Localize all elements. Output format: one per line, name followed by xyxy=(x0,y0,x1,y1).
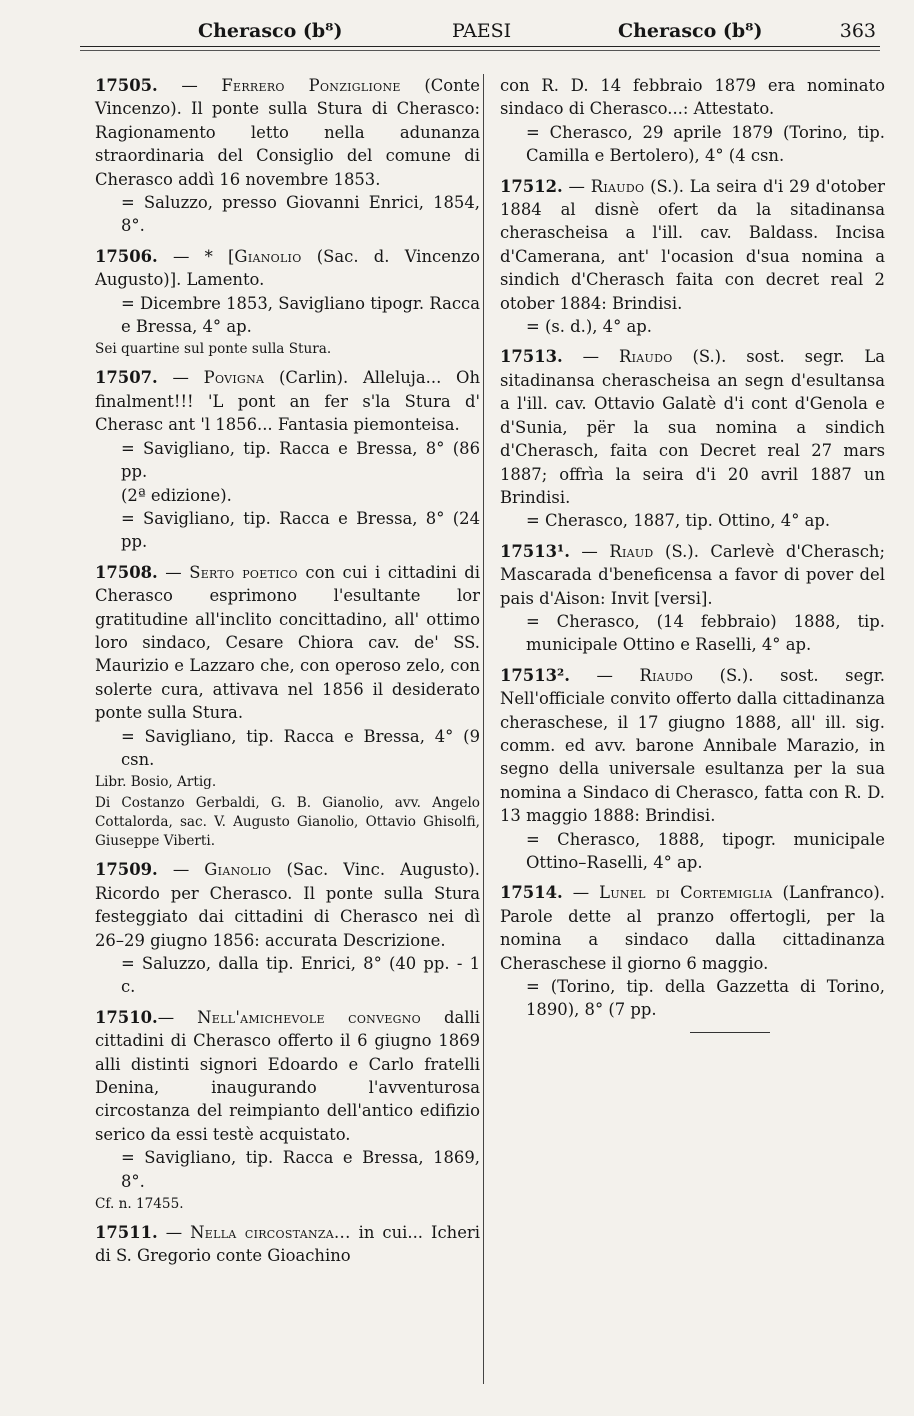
header-section-title: PAESI xyxy=(452,20,512,42)
entry-17511 xyxy=(95,1221,480,1268)
entry-title: (S.). Carlevè d'Cherasch; Mascarada d'beneficensa a favor di pover del pais d'Aison: Invit [versi]. xyxy=(500,541,885,608)
entry-17513-1 xyxy=(500,540,885,657)
entry-imprint: = Savigliano, tip. Racca e Bressa, 1869, 8°. xyxy=(121,1148,480,1191)
entry-title: (Sac. d. Vincenzo Augusto)]. Lamento. xyxy=(95,246,480,290)
entry-number: 17513². xyxy=(500,665,570,685)
entry-note: Libr. Bosio, Artig. xyxy=(95,774,217,791)
entry-number: 17512. xyxy=(500,176,563,196)
entry-edition: (2ª edizione). xyxy=(121,485,232,505)
entry-note: Di Costanzo Gerbaldi, G. B. Gianolio, avv. Angelo Cottalorda, sac. V. Augusto Gianolio, Ottavio Ghisolfi, Giuseppe Viberti. xyxy=(95,795,480,850)
entry-author: Nella circostanza... xyxy=(190,1223,351,1243)
section-end-rule xyxy=(690,1032,770,1033)
entry-continuation xyxy=(500,74,885,168)
entry-text xyxy=(95,74,480,191)
header-left-title: Cherasco (b⁸) xyxy=(198,20,343,42)
entry-dash: — xyxy=(572,883,590,903)
entry-17513-2 xyxy=(500,664,885,875)
entry-imprint: = Savigliano, tip. Racca e Bressa, 8° (86 pp. xyxy=(121,438,480,482)
entry-title: (Lanfranco). Parole dette al pranzo offertogli, per la nomina a sindaco dalla cittadinanza Cheraschese il giorno 6 maggio. xyxy=(500,883,885,973)
entry-imprint: = Dicembre 1853, Savigliano tipogr. Racca e Bressa, 4° ap. xyxy=(121,293,480,337)
entry-text xyxy=(95,561,480,725)
running-header xyxy=(80,14,880,48)
entry-17508 xyxy=(95,561,480,852)
entry-author: Nell'amichevole convegno xyxy=(197,1007,421,1027)
entry-author: Gianolio xyxy=(204,860,272,880)
entry-imprint: = Cherasco, 29 aprile 1879 (Torino, tip. Camilla e Bertolero), 4° (4 csn. xyxy=(526,122,885,166)
entry-17506 xyxy=(95,245,480,360)
entry-text: con R. D. 14 febbraio 1879 era nominato sindaco di Cherasco...: Attestato. xyxy=(500,76,885,119)
right-column xyxy=(500,74,885,1033)
entry-imprint: = Saluzzo, presso Giovanni Enrici, 1854, 8°. xyxy=(121,193,480,236)
entry-title: dalli cittadini di Cherasco offerto il 6 giugno 1869 alli distinti signori Edoardo e Carlo fratelli Denina, inaugurando l'avventurosa circostanza del reimpianto dell'antico edifizio serico da essi testè acquistato. xyxy=(95,1007,481,1144)
entry-number: 17513. xyxy=(500,347,563,367)
entry-author: Riaudo xyxy=(590,176,645,196)
left-column xyxy=(95,74,480,1275)
entry-dash: — xyxy=(596,665,613,685)
entry-imprint: = (s. d.), 4° ap. xyxy=(526,317,652,337)
entry-dash: — xyxy=(581,541,598,561)
entry-imprint: = Savigliano, tip. Racca e Bressa, 8° (24 pp. xyxy=(121,508,480,552)
entry-number: 17507. xyxy=(95,368,158,388)
entry-author: Povigna xyxy=(203,368,265,388)
entry-title: (Conte Vincenzo). Il ponte sulla Stura di Cherasco: Ragionamento letto nella adunanza straordinaria del Consiglio del comune di Cherasco addì 16 novembre 1853. xyxy=(95,76,480,189)
entry-text xyxy=(500,664,885,828)
entry-author: Riaud xyxy=(609,541,654,561)
entry-text xyxy=(95,1006,480,1146)
page-number: 363 xyxy=(839,20,876,42)
entry-text xyxy=(500,345,885,509)
entry-note: Cf. n. 17455. xyxy=(95,1196,184,1213)
entry-author: Serto poetico xyxy=(189,562,298,582)
entry-17509 xyxy=(95,858,480,998)
entry-number: 17510. xyxy=(95,1007,158,1027)
entry-17514 xyxy=(500,881,885,1021)
entry-title: (S.). sost. segr. La sitadinansa cherascheisa an segn d'esultansa a l'ill. cav. Ottavio Galatè d'i cont d'Genola e d'Sunia, për la sua nomina a sindich d'Cherasch, faita con Decret real 27 mars 1887; offrìa la seira d'i 20 avril 1887 un Brindisi. xyxy=(500,347,886,507)
entry-dash: — xyxy=(568,176,585,196)
entry-17510 xyxy=(95,1006,480,1214)
entry-dash: — * [ xyxy=(172,246,235,266)
header-rule-thin xyxy=(80,50,880,51)
entry-17507 xyxy=(95,366,480,553)
entry-text xyxy=(95,1221,480,1268)
entry-imprint: = Cherasco, 1888, tipogr. municipale Ottino–Raselli, 4° ap. xyxy=(526,829,885,872)
entry-number: 17508. xyxy=(95,562,158,582)
entry-dash: — xyxy=(165,1223,183,1243)
entry-imprint: = Saluzzo, dalla tip. Enrici, 8° (40 pp. - 1 c. xyxy=(121,954,480,997)
entry-text xyxy=(95,858,480,952)
header-rule xyxy=(80,46,880,47)
entry-dash: — xyxy=(582,347,600,367)
entry-title: con cui i cittadini di Cherasco esprimono l'esultante lor gratitudine all'inclito concittadino, all' ottimo loro sindaco, Cesare Chiora cav. de' SS. Maurizio e Lazzaro che, con operoso zelo, con solerte cura, attivava nel 1856 il desiderato ponte sulla Stura. xyxy=(95,562,480,723)
entry-title: (Carlin). Alleluja... Oh finalment!!! 'L pont an fer s'la Stura d' Cherasc ant 'l 1856... Fantasia piemonteisa. xyxy=(95,368,481,435)
entry-dash: — xyxy=(172,860,190,880)
entry-title: (S.). La seira d'i 29 d'otober 1884 al disnè ofert da la sitadinansa cherascheisa a l'ill. cav. Baldass. Incisa d'Camerana, ant' l'ocasion d'sua nomina a sindich d'Cherasch faita con decret real 2 otober 1884: Brindisi. xyxy=(500,176,886,313)
entry-number: 17513¹. xyxy=(500,541,570,561)
entry-text xyxy=(500,175,885,315)
entry-author: Riaudo xyxy=(639,665,694,685)
entry-17513 xyxy=(500,345,885,532)
entry-text xyxy=(500,881,885,975)
entry-imprint: = (Torino, tip. della Gazzetta di Torino, 1890), 8° (7 pp. xyxy=(526,977,885,1020)
entry-number: 17514. xyxy=(500,883,563,903)
entry-imprint: = Cherasco, (14 febbraio) 1888, tip. municipale Ottino e Raselli, 4° ap. xyxy=(526,611,885,655)
entry-number: 17506. xyxy=(95,246,158,266)
header-right-title: Cherasco (b⁸) xyxy=(618,20,763,42)
entry-author: Riaudo xyxy=(618,347,673,367)
entry-text xyxy=(95,245,480,292)
entry-note: Sei quartine sul ponte sulla Stura. xyxy=(95,341,332,358)
entry-imprint: = Cherasco, 1887, tip. Ottino, 4° ap. xyxy=(526,511,831,531)
entry-dash: — xyxy=(181,76,198,95)
entry-title: (Sac. Vinc. Augusto). Ricordo per Cherasco. Il ponte sulla Stura festeggiato dai cittadini di Cherasco nei dì 26–29 giugno 1856: accurata Descrizione. xyxy=(95,860,481,950)
entry-number: 17509. xyxy=(95,860,158,880)
entry-dash: — xyxy=(165,562,182,582)
column-divider xyxy=(483,74,484,1384)
entry-17505 xyxy=(95,74,480,238)
entry-author: Lunel di Cortemiglia xyxy=(599,883,773,903)
entry-17512 xyxy=(500,175,885,339)
entry-title: in cui... Icheri di S. Gregorio conte Gioachino xyxy=(95,1223,480,1266)
entry-number: 17511. xyxy=(95,1223,158,1243)
entry-text xyxy=(95,366,480,436)
entry-imprint: = Savigliano, tip. Racca e Bressa, 4° (9 csn. xyxy=(121,726,480,769)
entry-title: (S.). sost. segr. Nell'officiale convito offerto dalla cittadinanza cheraschese, il 17 giugno 1888, all' ill. sig. comm. ed avv. barone Annibale Marazio, in segno della universale esultanza per la sua nomina a Sindaco di Cherasco, fatta con R. D. 13 maggio 1888: Brindisi. xyxy=(500,665,885,826)
entry-dash: — xyxy=(172,368,189,388)
entry-number: 17505. xyxy=(95,76,158,95)
entry-author: Gianolio xyxy=(234,246,302,266)
entry-text xyxy=(500,540,885,610)
entry-dash: — xyxy=(157,1007,175,1027)
entry-author: Ferrero Ponziglione xyxy=(221,76,401,95)
